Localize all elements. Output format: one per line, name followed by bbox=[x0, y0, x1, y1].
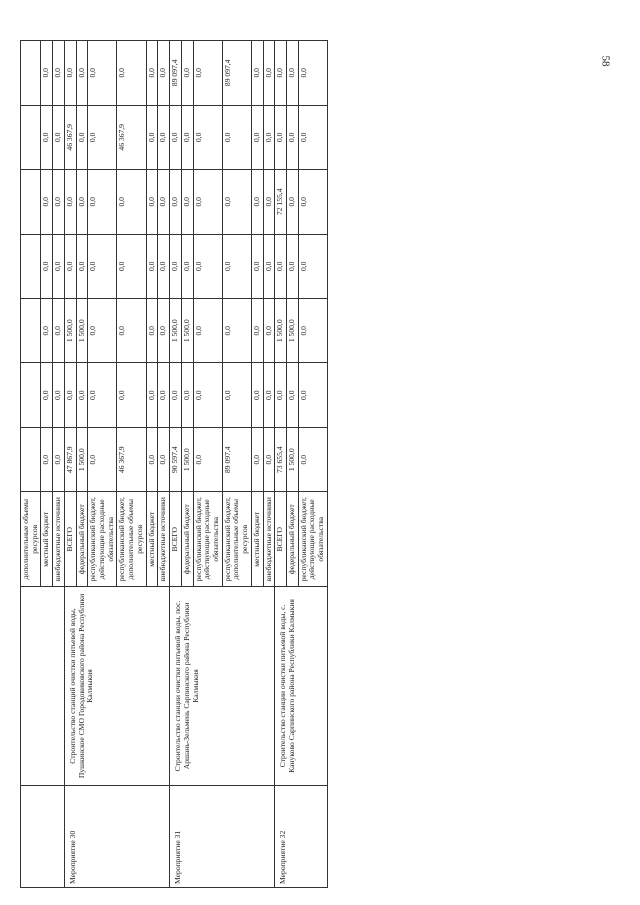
value-cell: 89 097,4 bbox=[222, 427, 251, 491]
value-cell: 0,0 bbox=[41, 105, 53, 169]
value-cell: 0,0 bbox=[222, 299, 251, 363]
source-cell: республиканский бюджет, дополнительные объемы ресурсов bbox=[222, 492, 251, 587]
source-cell: республиканский бюджет, действующие расходные обязательства bbox=[88, 492, 117, 587]
value-cell: 0,0 bbox=[158, 41, 170, 106]
value-cell: 0,0 bbox=[193, 105, 222, 169]
value-cell bbox=[21, 363, 41, 427]
value-cell: 0,0 bbox=[53, 299, 65, 363]
value-cell: 0,0 bbox=[286, 363, 298, 427]
empty-cell bbox=[21, 587, 65, 786]
value-cell: 0,0 bbox=[193, 234, 222, 298]
value-cell: 0,0 bbox=[263, 427, 275, 491]
value-cell: 89 097,4 bbox=[222, 41, 251, 106]
value-cell: 0,0 bbox=[158, 299, 170, 363]
value-cell: 0,0 bbox=[286, 170, 298, 234]
source-cell: ВСЕГО bbox=[275, 492, 287, 587]
value-cell: 0,0 bbox=[117, 363, 146, 427]
value-cell: 46 367,9 bbox=[117, 105, 146, 169]
value-cell: 46 367,9 bbox=[64, 105, 76, 169]
value-cell: 0,0 bbox=[117, 299, 146, 363]
value-cell: 1 500,0 bbox=[170, 299, 182, 363]
value-cell: 0,0 bbox=[64, 41, 76, 106]
value-cell: 0,0 bbox=[298, 170, 327, 234]
value-cell: 0,0 bbox=[88, 363, 117, 427]
value-cell: 90 597,4 bbox=[170, 427, 182, 491]
value-cell: 0,0 bbox=[53, 105, 65, 169]
value-cell: 0,0 bbox=[53, 427, 65, 491]
value-cell bbox=[21, 234, 41, 298]
value-cell: 0,0 bbox=[193, 170, 222, 234]
value-cell: 0,0 bbox=[158, 363, 170, 427]
table-row bbox=[21, 41, 41, 888]
value-cell: 1 500,0 bbox=[286, 299, 298, 363]
value-cell: 0,0 bbox=[170, 363, 182, 427]
value-cell: 0,0 bbox=[88, 299, 117, 363]
table-row bbox=[275, 41, 287, 888]
value-cell: 0,0 bbox=[76, 170, 88, 234]
value-cell: 0,0 bbox=[222, 170, 251, 234]
value-cell: 0,0 bbox=[53, 170, 65, 234]
value-cell bbox=[21, 170, 41, 234]
value-cell bbox=[21, 427, 41, 491]
measure-name: Строительство станции очистки питьевой воды, с. Кануково Сарпинского района Республики Калмыкия bbox=[275, 587, 328, 786]
value-cell: 0,0 bbox=[251, 170, 263, 234]
value-cell: 0,0 bbox=[88, 234, 117, 298]
page-number: 58 bbox=[599, 55, 612, 67]
value-cell: 0,0 bbox=[298, 363, 327, 427]
source-cell: местный бюджет bbox=[146, 492, 158, 587]
value-cell: 0,0 bbox=[251, 41, 263, 106]
value-cell: 0,0 bbox=[286, 234, 298, 298]
source-cell: ВСЕГО bbox=[170, 492, 182, 587]
value-cell: 1 500,0 bbox=[275, 299, 287, 363]
value-cell: 0,0 bbox=[263, 363, 275, 427]
value-cell: 0,0 bbox=[286, 41, 298, 106]
value-cell: 0,0 bbox=[88, 427, 117, 491]
value-cell: 0,0 bbox=[181, 170, 193, 234]
measure-name: Строительство станции очистки питьевой воды, пос. Аршань-Зельмень Сарпинского района Республики Калмыкия bbox=[170, 587, 275, 786]
value-cell: 0,0 bbox=[76, 41, 88, 106]
value-cell: 0,0 bbox=[181, 234, 193, 298]
value-cell: 0,0 bbox=[170, 234, 182, 298]
value-cell: 0,0 bbox=[193, 363, 222, 427]
value-cell: 0,0 bbox=[53, 234, 65, 298]
value-cell bbox=[21, 105, 41, 169]
rotated-table-sheet bbox=[20, 40, 580, 888]
source-cell: внебюджетные источники bbox=[263, 492, 275, 587]
value-cell: 0,0 bbox=[146, 299, 158, 363]
source-cell: внебюджетные источники bbox=[53, 492, 65, 587]
value-cell: 1 500,0 bbox=[181, 427, 193, 491]
value-cell: 0,0 bbox=[76, 363, 88, 427]
value-cell: 0,0 bbox=[41, 363, 53, 427]
source-cell: местный бюджет bbox=[41, 492, 53, 587]
value-cell: 0,0 bbox=[263, 170, 275, 234]
value-cell: 0,0 bbox=[222, 363, 251, 427]
value-cell: 89 097,4 bbox=[170, 41, 182, 106]
measure-label: Мероприятие 31 bbox=[170, 785, 275, 887]
value-cell: 0,0 bbox=[64, 234, 76, 298]
value-cell: 0,0 bbox=[76, 105, 88, 169]
value-cell: 0,0 bbox=[146, 41, 158, 106]
value-cell: 0,0 bbox=[222, 234, 251, 298]
value-cell: 0,0 bbox=[64, 170, 76, 234]
value-cell: 0,0 bbox=[170, 170, 182, 234]
source-cell: дополнительные объемы ресурсов bbox=[21, 492, 41, 587]
value-cell: 0,0 bbox=[275, 363, 287, 427]
value-cell: 0,0 bbox=[88, 41, 117, 106]
value-cell: 0,0 bbox=[146, 427, 158, 491]
value-cell: 0,0 bbox=[251, 427, 263, 491]
source-cell: республиканский бюджет, действующие расходные обязательства bbox=[193, 492, 222, 587]
value-cell: 0,0 bbox=[146, 170, 158, 234]
value-cell: 0,0 bbox=[275, 41, 287, 106]
value-cell: 0,0 bbox=[181, 41, 193, 106]
value-cell: 1 500,0 bbox=[181, 299, 193, 363]
value-cell: 0,0 bbox=[298, 427, 327, 491]
value-cell: 0,0 bbox=[263, 299, 275, 363]
value-cell: 73 655,4 bbox=[275, 427, 287, 491]
value-cell: 0,0 bbox=[158, 234, 170, 298]
measure-label: Мероприятие 30 bbox=[64, 785, 169, 887]
value-cell: 0,0 bbox=[146, 363, 158, 427]
value-cell: 46 367,9 bbox=[117, 427, 146, 491]
value-cell: 0,0 bbox=[41, 170, 53, 234]
value-cell: 0,0 bbox=[263, 105, 275, 169]
table-row bbox=[170, 41, 182, 888]
value-cell: 0,0 bbox=[117, 234, 146, 298]
value-cell: 1 500,0 bbox=[76, 299, 88, 363]
value-cell: 0,0 bbox=[53, 363, 65, 427]
source-cell: внебюджетные источники bbox=[158, 492, 170, 587]
value-cell: 0,0 bbox=[88, 105, 117, 169]
value-cell: 0,0 bbox=[298, 105, 327, 169]
budget-table bbox=[20, 40, 328, 888]
source-cell: республиканский бюджет, дополнительные объемы ресурсов bbox=[117, 492, 146, 587]
value-cell: 0,0 bbox=[117, 41, 146, 106]
value-cell: 0,0 bbox=[146, 234, 158, 298]
value-cell: 0,0 bbox=[251, 234, 263, 298]
value-cell: 72 155,4 bbox=[275, 170, 287, 234]
value-cell: 0,0 bbox=[263, 234, 275, 298]
source-cell: федеральный бюджет bbox=[76, 492, 88, 587]
value-cell: 0,0 bbox=[53, 41, 65, 106]
value-cell: 0,0 bbox=[193, 41, 222, 106]
value-cell: 0,0 bbox=[222, 105, 251, 169]
measure-name: Строительство станций очистки питьевой воды, Пушкинское СМО Городовиковского района Республики Калмыкия bbox=[64, 587, 169, 786]
value-cell bbox=[21, 41, 41, 106]
value-cell: 0,0 bbox=[41, 299, 53, 363]
value-cell: 0,0 bbox=[286, 105, 298, 169]
value-cell bbox=[21, 299, 41, 363]
value-cell: 0,0 bbox=[41, 41, 53, 106]
value-cell: 0,0 bbox=[181, 105, 193, 169]
source-cell: ВСЕГО bbox=[64, 492, 76, 587]
value-cell: 0,0 bbox=[64, 363, 76, 427]
table-row bbox=[64, 41, 76, 888]
value-cell: 1 500,0 bbox=[76, 427, 88, 491]
value-cell: 0,0 bbox=[251, 299, 263, 363]
value-cell: 0,0 bbox=[251, 105, 263, 169]
value-cell: 0,0 bbox=[158, 427, 170, 491]
value-cell: 0,0 bbox=[193, 299, 222, 363]
value-cell: 1 500,0 bbox=[286, 427, 298, 491]
value-cell: 0,0 bbox=[298, 41, 327, 106]
measure-label: Мероприятие 32 bbox=[275, 785, 328, 887]
empty-cell bbox=[21, 785, 65, 887]
value-cell: 0,0 bbox=[41, 427, 53, 491]
value-cell: 0,0 bbox=[275, 234, 287, 298]
value-cell: 0,0 bbox=[181, 363, 193, 427]
value-cell: 1 500,0 bbox=[64, 299, 76, 363]
value-cell: 47 867,9 bbox=[64, 427, 76, 491]
source-cell: местный бюджет bbox=[251, 492, 263, 587]
source-cell: федеральный бюджет bbox=[181, 492, 193, 587]
value-cell: 0,0 bbox=[275, 105, 287, 169]
value-cell: 0,0 bbox=[117, 170, 146, 234]
value-cell: 0,0 bbox=[158, 105, 170, 169]
value-cell: 0,0 bbox=[193, 427, 222, 491]
value-cell: 0,0 bbox=[146, 105, 158, 169]
value-cell: 0,0 bbox=[298, 234, 327, 298]
source-cell: федеральный бюджет bbox=[286, 492, 298, 587]
source-cell: республиканский бюджет, действующие расходные обязательства bbox=[298, 492, 327, 587]
value-cell: 0,0 bbox=[263, 41, 275, 106]
value-cell: 0,0 bbox=[298, 299, 327, 363]
value-cell: 0,0 bbox=[88, 170, 117, 234]
value-cell: 0,0 bbox=[158, 170, 170, 234]
value-cell: 0,0 bbox=[251, 363, 263, 427]
value-cell: 0,0 bbox=[170, 105, 182, 169]
value-cell: 0,0 bbox=[76, 234, 88, 298]
value-cell: 0,0 bbox=[41, 234, 53, 298]
